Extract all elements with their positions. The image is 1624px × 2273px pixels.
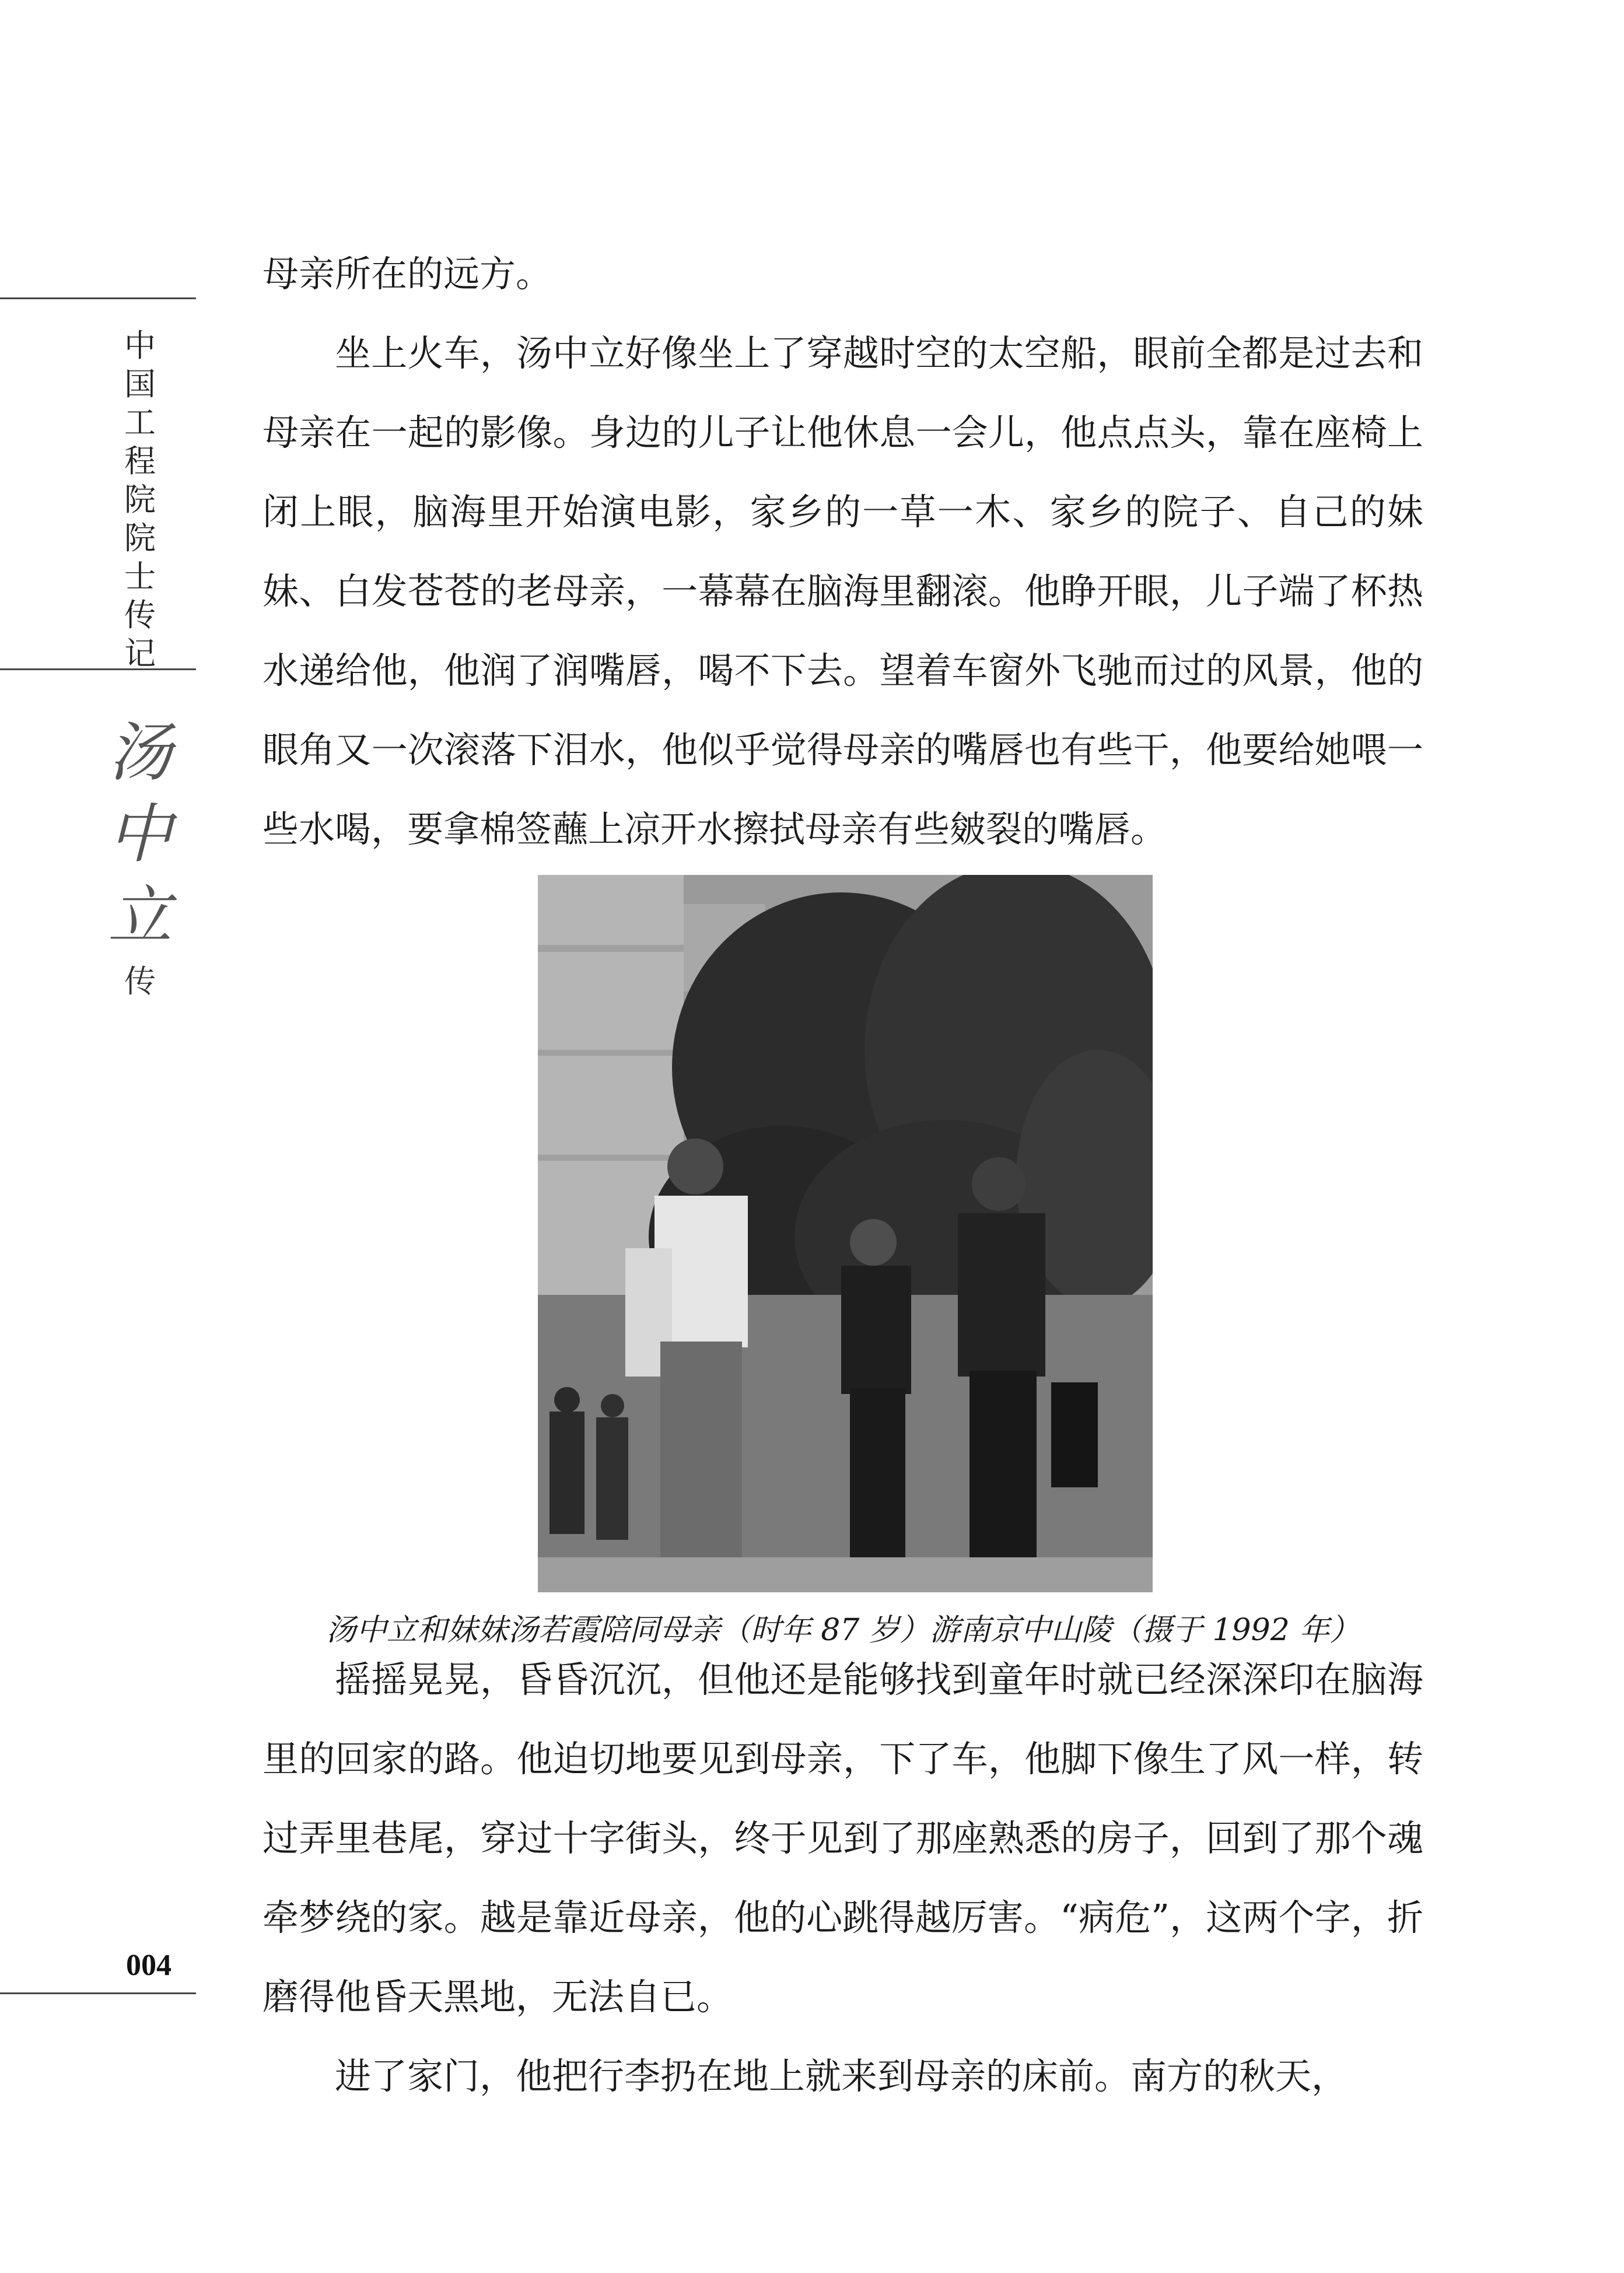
- series-title-char: 记: [124, 635, 156, 672]
- margin-rule-top: [0, 297, 196, 299]
- series-title-char: 程: [124, 443, 156, 479]
- biography-name-char: 立: [108, 878, 172, 953]
- margin-rule-bottom: [0, 1992, 196, 1994]
- paragraph: 进了家门，他把行李扔在地上就来到母亲的床前。南方的秋天，: [335, 2055, 1348, 2097]
- series-title-char: 中: [124, 327, 156, 364]
- paragraph: 母亲所在的远方。: [262, 253, 552, 295]
- family-photo: [538, 875, 1153, 1592]
- series-title-char: 院: [124, 481, 156, 518]
- series-title-char: 士: [124, 558, 156, 595]
- series-title-char: 工: [124, 404, 156, 441]
- series-title-char: 院: [124, 520, 156, 556]
- biography-suffix: 传: [124, 963, 156, 1000]
- biography-name-char: 汤: [108, 715, 172, 790]
- figure-caption: 汤中立和妹妹汤若霞陪同母亲（时年 87 岁）游南京中山陵（摄于 1992 年）: [326, 1613, 1360, 1648]
- series-title-char: 传: [124, 597, 156, 633]
- series-title-char: 国: [124, 366, 156, 402]
- series-title: [120, 327, 160, 673]
- biography-name-char: 中: [108, 797, 172, 871]
- margin-rule-middle: [0, 668, 196, 670]
- page-number: 004: [126, 1949, 172, 1982]
- paragraph: 坐上火车，汤中立好像坐上了穿越时空的太空船，眼前全都是过去和母亲在一起的影像。身边的儿子让他休息一会儿，他点点头，靠在座椅上闭上眼，脑海里开始演电影，家乡的一草一木、家乡的院子、自己的妹妹、白发苍苍的老母亲，一幕幕在脑海里翻滚。他睁开眼，儿子端了杯热水递给他，他润了润嘴唇，喝不下去。望着车窗外飞驰而过的风景，他的眼角又一次滚落下泪水，他似乎觉得母亲的嘴唇也有些干，他要给她喂一些水喝，要拿棉签蘸上凉开水擦拭母亲有些皴裂的嘴唇。: [262, 332, 1423, 850]
- biography-name: [105, 712, 175, 957]
- paragraph: 摇摇晃晃，昏昏沉沉，但他还是能够找到童年时就已经深深印在脑海里的回家的路。他迫切地要见到母亲，下了车，他脚下像生了风一样，转过弄里巷尾，穿过十字街头，终于见到了那座熟悉的房子，回到了那个魂牵梦绕的家。越是靠近母亲，他的心跳得越厉害。“病危”，这两个字，折磨得他昏天黑地，无法自已。: [262, 1658, 1423, 2018]
